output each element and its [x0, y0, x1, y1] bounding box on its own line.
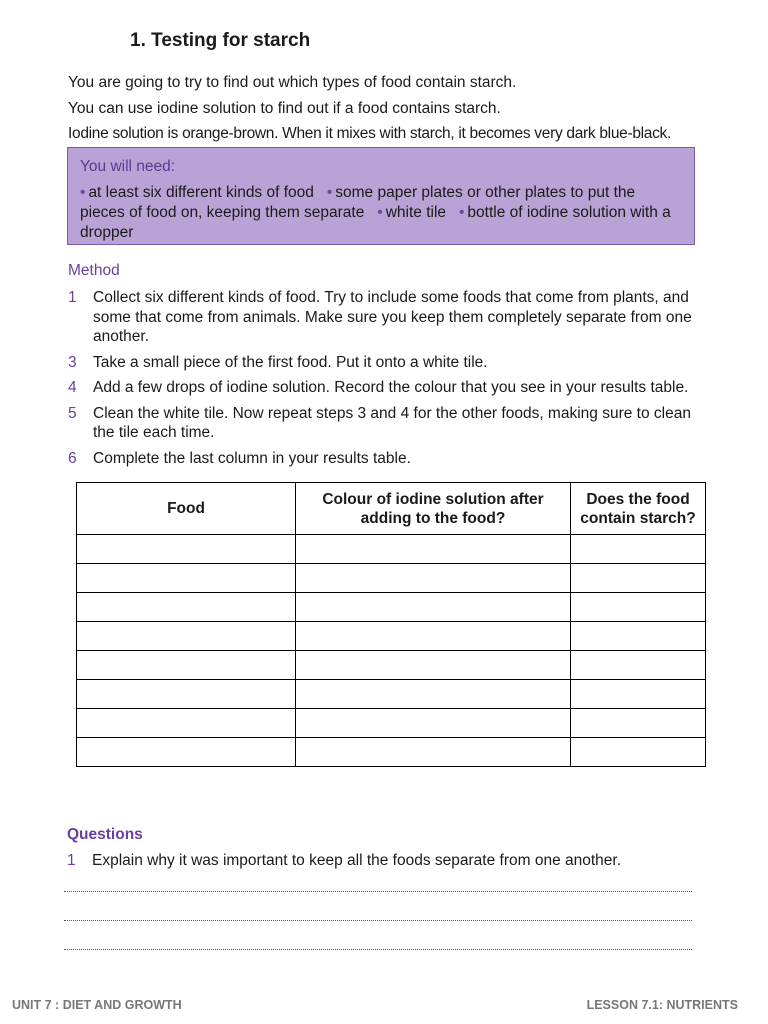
answer-line[interactable]	[64, 949, 692, 950]
step-text: Clean the white tile. Now repeat steps 3 and 4 for the other foods, making sure to clean the tile each time.	[93, 404, 691, 441]
colour-cell[interactable]	[296, 593, 571, 622]
starch-cell[interactable]	[571, 709, 706, 738]
step-number: 4	[68, 379, 77, 396]
equipment-heading: You will need:	[80, 158, 176, 175]
food-cell[interactable]	[77, 651, 296, 680]
table-row	[77, 593, 706, 622]
answer-line[interactable]	[64, 920, 692, 921]
question-item	[67, 852, 621, 870]
footer-unit: UNIT 7 : DIET AND GROWTH	[12, 998, 182, 1012]
intro-line: Iodine solution is orange-brown. When it mixes with starch, it becomes very dark blue-black.	[68, 125, 672, 142]
header-food: Food	[77, 483, 296, 535]
table-row	[77, 564, 706, 593]
starch-cell[interactable]	[571, 593, 706, 622]
bullet-icon: •	[326, 184, 333, 201]
step-number: 3	[68, 353, 77, 371]
intro-text	[68, 70, 671, 147]
colour-cell[interactable]	[296, 564, 571, 593]
starch-cell[interactable]	[571, 622, 706, 651]
bullet-icon: •	[377, 204, 383, 221]
food-cell[interactable]	[77, 738, 296, 767]
food-cell[interactable]	[77, 709, 296, 738]
method-steps	[68, 288, 708, 474]
starch-cell[interactable]	[571, 535, 706, 564]
starch-cell[interactable]	[571, 651, 706, 680]
colour-cell[interactable]	[296, 738, 571, 767]
step-text: Take a small piece of the first food. Put it onto a white tile.	[93, 353, 488, 371]
food-cell[interactable]	[77, 535, 296, 564]
colour-cell[interactable]	[296, 651, 571, 680]
method-heading: Method	[68, 262, 120, 279]
step-text: Add a few drops of iodine solution. Record the colour that you see in your results table.	[93, 379, 689, 396]
answer-line[interactable]	[64, 891, 692, 892]
starch-cell[interactable]	[571, 680, 706, 709]
colour-cell[interactable]	[296, 680, 571, 709]
method-step	[68, 404, 708, 443]
intro-line: You can use iodine solution to find out if a food contains starch.	[68, 99, 501, 117]
equipment-box	[67, 147, 695, 245]
header-starch: Does the food contain starch?	[571, 483, 706, 535]
step-number: 5	[68, 404, 77, 422]
step-text: Complete the last column in your results table.	[93, 449, 411, 467]
table-row	[77, 622, 706, 651]
intro-line: You are going to try to find out which types of food contain starch.	[68, 74, 517, 91]
questions-heading: Questions	[67, 826, 143, 843]
colour-cell[interactable]	[296, 709, 571, 738]
table-row	[77, 738, 706, 767]
equipment-item: some paper plates or other plates to put the pieces of food on, keeping them separate	[80, 184, 636, 221]
method-step	[68, 378, 708, 398]
starch-cell[interactable]	[571, 564, 706, 593]
food-cell[interactable]	[77, 680, 296, 709]
method-step	[68, 353, 708, 373]
question-text: Explain why it was important to keep all the foods separate from one another.	[92, 852, 622, 869]
food-cell[interactable]	[77, 564, 296, 593]
table-row	[77, 651, 706, 680]
food-cell[interactable]	[77, 622, 296, 651]
method-step	[68, 288, 708, 347]
bullet-icon: •	[458, 204, 465, 221]
starch-cell[interactable]	[571, 738, 706, 767]
question-number: 1	[67, 852, 76, 869]
equipment-list	[80, 183, 682, 243]
table-row	[77, 680, 706, 709]
bullet-icon: •	[80, 184, 86, 201]
equipment-item: at least six different kinds of food	[88, 184, 314, 201]
footer-lesson: LESSON 7.1: NUTRIENTS	[586, 998, 738, 1012]
colour-cell[interactable]	[296, 622, 571, 651]
equipment-item: bottle of iodine solution with a dropper	[80, 204, 671, 241]
table-row	[77, 709, 706, 738]
step-text: Collect six different kinds of food. Try to include some foods that come from plants, and some that come from animals. Make sure you keep them completely separate from one another.	[93, 289, 692, 345]
equipment-item: white tile	[385, 204, 447, 221]
colour-cell[interactable]	[296, 535, 571, 564]
table-header-row	[77, 483, 706, 535]
page-title: 1. Testing for starch	[130, 30, 311, 51]
food-cell[interactable]	[77, 593, 296, 622]
header-colour: Colour of iodine solution after adding to the food?	[296, 483, 571, 535]
step-number: 1	[68, 289, 77, 306]
method-step	[68, 449, 708, 469]
results-table	[76, 482, 706, 767]
step-number: 6	[68, 449, 77, 467]
table-row	[77, 535, 706, 564]
